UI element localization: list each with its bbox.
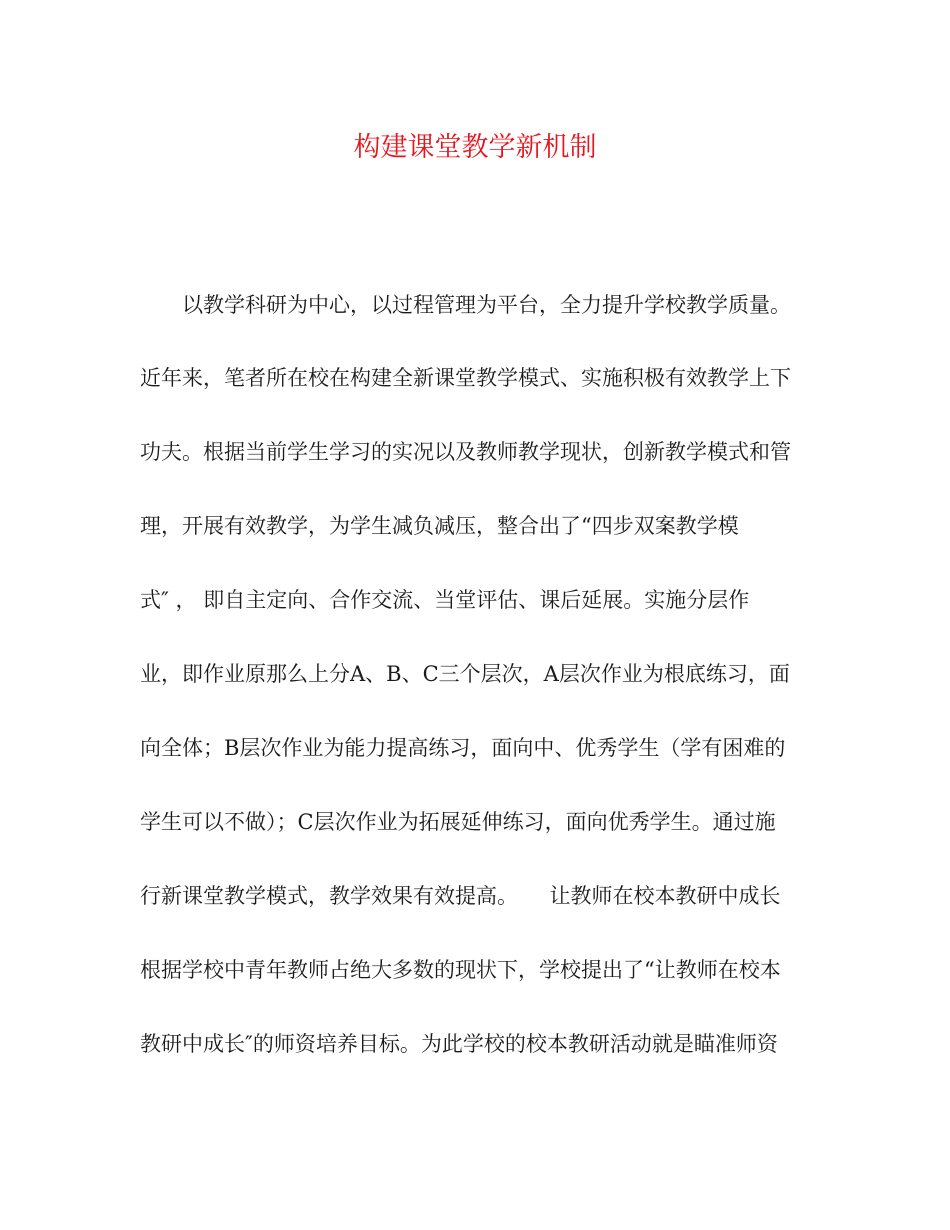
body-line-8: 学生可以不做）；C层次作业为拓展延伸练习，面向优秀学生。通过施 — [140, 810, 776, 834]
body-line-2: 近年来，笔者所在校在构建全新课堂教学模式、实施积极有效教学上下 — [140, 366, 791, 390]
body-line-9: 行新课堂教学模式，教学效果有效提高。 让教师在校本教研中成长 — [140, 884, 781, 908]
body-line-3: 功夫。根据当前学生学习的实况以及教师教学现状，创新教学模式和管 — [140, 440, 791, 464]
body-line-7: 向全体；B层次作业为能力提高练习，面向中、优秀学生（学有困难的 — [140, 736, 786, 760]
body-line-11: 教研中成长″的师资培养目标。为此学校的校本教研活动就是瞄准师资 — [140, 1032, 778, 1056]
body-line-5: 式″ ， 即自主定向、合作交流、当堂评估、课后延展。实施分层作 — [140, 588, 750, 612]
body-line-1: 以教学科研为中心，以过程管理为平台，全力提升学校教学质量。 — [182, 293, 791, 317]
body-line-6: 业，即作业原那么上分A、B、C三个层次，A层次作业为根底练习，面 — [140, 662, 790, 686]
body-line-4: 理，开展有效教学，为学生减负减压，整合出了“四步双案教学模 — [140, 514, 739, 538]
document-title: 构建课堂教学新机制 — [353, 132, 597, 163]
body-line-10: 根据学校中青年教师占绝大多数的现状下，学校提出了“让教师在校本 — [140, 958, 781, 982]
